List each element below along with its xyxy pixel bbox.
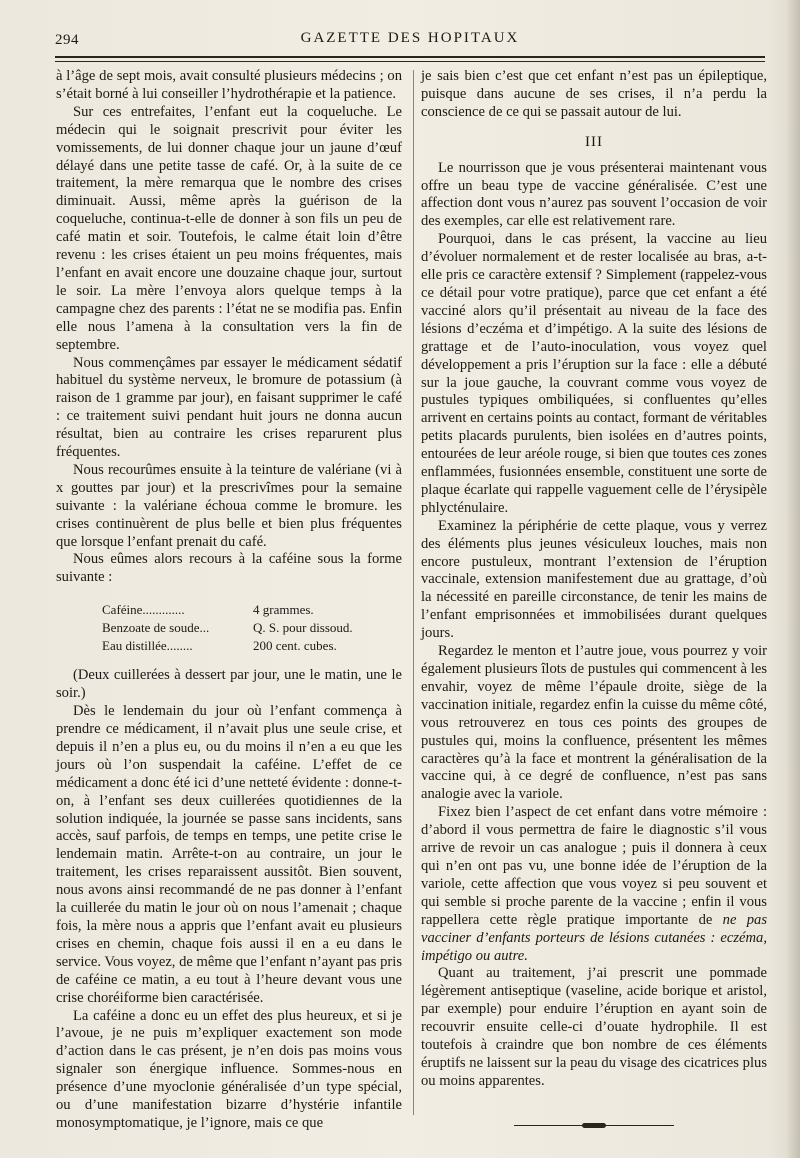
paragraph: Le nourrisson que je vous présenterai maintenant vous offre un beau type de vaccine généralisée. C’est une affection dont vous n’aurez pas souvent l’occasion de voir des exemples, car elle est relativement rare.	[421, 159, 767, 230]
formula-row	[102, 619, 402, 637]
right-column	[421, 68, 767, 1133]
paragraph: (Deux cuillerées à dessert par jour, une le matin, une le soir.)	[56, 667, 402, 702]
running-title: GAZETTE DES HOPITAUX	[300, 30, 520, 46]
section-heading: III	[585, 133, 603, 150]
paragraph: Nous commençâmes par essayer le médicament sédatif habituel du système nerveux, le bromure de potassium (à raison de 1 gramme par jour), en faisant supprimer le café : ce traitement suivi pendant huit jours ne donna aucun résultat, bien au contraire les crises reparurent plus fréquentes.	[56, 354, 402, 461]
column-divider	[413, 70, 414, 1115]
page-header	[55, 30, 765, 54]
page-number: 294	[55, 32, 79, 48]
paragraph: Nous eûmes alors recours à la caféine sous la forme suivante :	[56, 551, 402, 586]
ingredient-name: Benzoate de soude...	[102, 620, 210, 636]
formula-row	[102, 637, 402, 655]
ingredient-quantity: 4 grammes.	[253, 602, 314, 618]
paragraph: je sais bien c’est que cet enfant n’est pas un épileptique, puisque dans aucune de ses crises, il n’a perdu la conscience de ce qui se passait autour de lui.	[421, 68, 767, 120]
paragraph: La caféine a donc eu un effet des plus heureux, et si je l’avoue, je ne puis m’expliquer exactement son mode d’action dans le cas présent, je n’en dois pas moins vous signaler son énergique influence. Sommes-nous en présence d’une myoclonie généralisée d’un type spécial, ou d’une manifestation bizarre d’hystérie infantile monosymptomatique, je l’ignore, mais ce que	[56, 1007, 402, 1131]
paragraph: Regardez le menton et l’autre joue, vous pourrez y voir également plusieurs îlots de pustules qui commencent à les envahir, voyez de même l’épaule droite, siège de la vaccination initiale, regardez enfin la cuisse du même côté, vous retrouverez en tous ces points des groupes de pustules qui, moins la confluence, présentent les mêmes caractères qu’à la face et montrent la généralisation de la vaccine qui, à ce degré de confluence, n’est pas sans analogie avec la variole.	[421, 643, 767, 803]
page-edge-shadow	[786, 0, 800, 1158]
paragraph-text: Fixez bien l’aspect de cet enfant dans votre mémoire : d’abord il vous permettra de faire le diagnostic s’il vous arrive de revoir un cas analogue ; puis il donnera à ceux qui n’en ont pas vu, une bonne idée de l’éruption de la variole, cette affection que vous voyez si peu souvent et qui semble si proche parente de la vaccine ; enfin il vous rappellera cette règle pratique importante de	[421, 804, 767, 928]
ingredient-quantity: Q. S. pour dissoud.	[253, 620, 353, 636]
ingredient-quantity: 200 cent. cubes.	[253, 638, 337, 654]
ingredient-name: Eau distillée........	[102, 638, 193, 654]
paragraph	[421, 804, 767, 965]
left-column	[56, 68, 402, 1133]
paragraph: à l’âge de sept mois, avait consulté plusieurs médecins ; on s’était borné à lui conseiller l’hydrothérapie et la patience.	[56, 68, 402, 102]
paragraph: Examinez la périphérie de cette plaque, vous y verrez des éléments plus jeunes vésiculeux louches, mais non encore pustuleux, montrant l’extension de l’éruption vaccinale, extension manifestement due au grattage, d’où la nécessité en pareille circonstance, de tenir les mains de l’enfant emprisonnées et immobilisées durant quelques jours.	[421, 517, 767, 642]
ingredient-name: Caféine.............	[102, 602, 185, 618]
italic-rule: ne pas vacciner d’enfants porteurs de lésions cutanées : eczéma, impétigo ou autre.	[421, 911, 768, 964]
header-rule-thick	[55, 56, 765, 58]
formula-row	[102, 601, 402, 619]
end-ornament-rule	[514, 1119, 674, 1133]
header-rule-thin	[55, 61, 765, 62]
ornament-center	[582, 1123, 606, 1128]
paragraph: Dès le lendemain du jour où l’enfant commença à prendre ce médicament, il n’avait plus une seule crise, et depuis il n’en a plus eu, ou du moins il n’en a eu que les jours où l’on suspendait la caféine. L’effet de ce médicament a donc été ici d’une netteté évidente : donne-t-on, à l’enfant ses deux cuillerées quotidiennes de la solution indiquée, la journée se passe sans incidents, sans accès, sauf parfois, de temps en temps, une petite crise le lendemain matin. Arrête-t-on au contraire, un jour le traitement, les crises reparaissent aussitôt. Bien souvent, nous avons ainsi recommandé de ne pas donner à l’enfant la cuillerée du matin le jour où on nous l’amenait ; chaque fois, la mère nous a appris que l’enfant avait eu plusieurs crises en chemin, chaque fois aussi il en a eu dans le service. Vous voyez, de même que l’enfant n’ayant pas pris de caféine ce matin, a eu tout à l’heure devant vous une crise choréiforme bien caractérisée.	[56, 703, 402, 1006]
paragraph: Sur ces entrefaites, l’enfant eut la coqueluche. Le médecin qui le soignait prescrivit pour éviter les vomissements, de lui donner chaque jour un jaune d’œuf délayé dans une petite tasse de café. Or, à la suite de ce traitement, la mère remarqua que le nombre des crises diminuait. Aussi, même après la guérison de la coqueluche, continua-t-elle de donner à son fils un peu de café matin et soir. Toutefois, le calme était loin d’être revenu : les crises étaient un peu moins fréquentes, mais l’enfant en avait encore une douzaine chaque jour, surtout le soir. La mère l’envoya alors quelque temps à la campagne chez des parents : l’état ne se modifia pas. Enfin elle nous l’amena à la consultation vers la fin de septembre.	[56, 103, 402, 353]
prescription-formula	[102, 601, 402, 655]
paragraph: Pourquoi, dans le cas présent, la vaccine au lieu d’évoluer normalement et de rester localisée au bras, a-t-elle pris ce caractère extensif ? Simplement (rappelez-vous ce détail pour votre pratique), parce que cet enfant a été vacciné alors qu’il présentait au niveau de la face des lésions d’eczéma et d’impétigo. A la suite des lésions de grattage et de l’auto-inoculation, vous voyez quel développement a pris l’éruption sur la face : elle a débuté sur la joue gauche, la couvrant comme vous voyez de pustules typiques ombiliquées, si confluentes qu’elles arrivent en certains points au contact, formant de véritables petits placards purulents, bien isolées en d’autres points, entourées de leur aréole rouge, si bien que toutes ces zones enflammées, fusionnées ensemble, constituent une sorte de plaque écarlate qui rappelle vaguement celle de l’érysipèle phlycténulaire.	[421, 231, 767, 516]
paragraph: Nous recourûmes ensuite à la teinture de valériane (vi à x gouttes par jour) et la prescrivîmes pour la semaine suivante : la valériane échoua comme le bromure. les crises continuèrent de plus belle et bien plus fréquentes que lorsque l’enfant prenait du café.	[56, 461, 402, 550]
paragraph: Quant au traitement, j’ai prescrit une pommade légèrement antiseptique (vaseline, acide borique et aristol, par exemple) pour enduire l’éruption en ayant soin de recouvrir ensuite celle-ci d’ouate hydrophile. Il est toutefois à craindre que bon nombre de ces éléments éruptifs ne laissent sur la peau du visage des cicatrices plus ou moins apparentes.	[421, 965, 767, 1089]
